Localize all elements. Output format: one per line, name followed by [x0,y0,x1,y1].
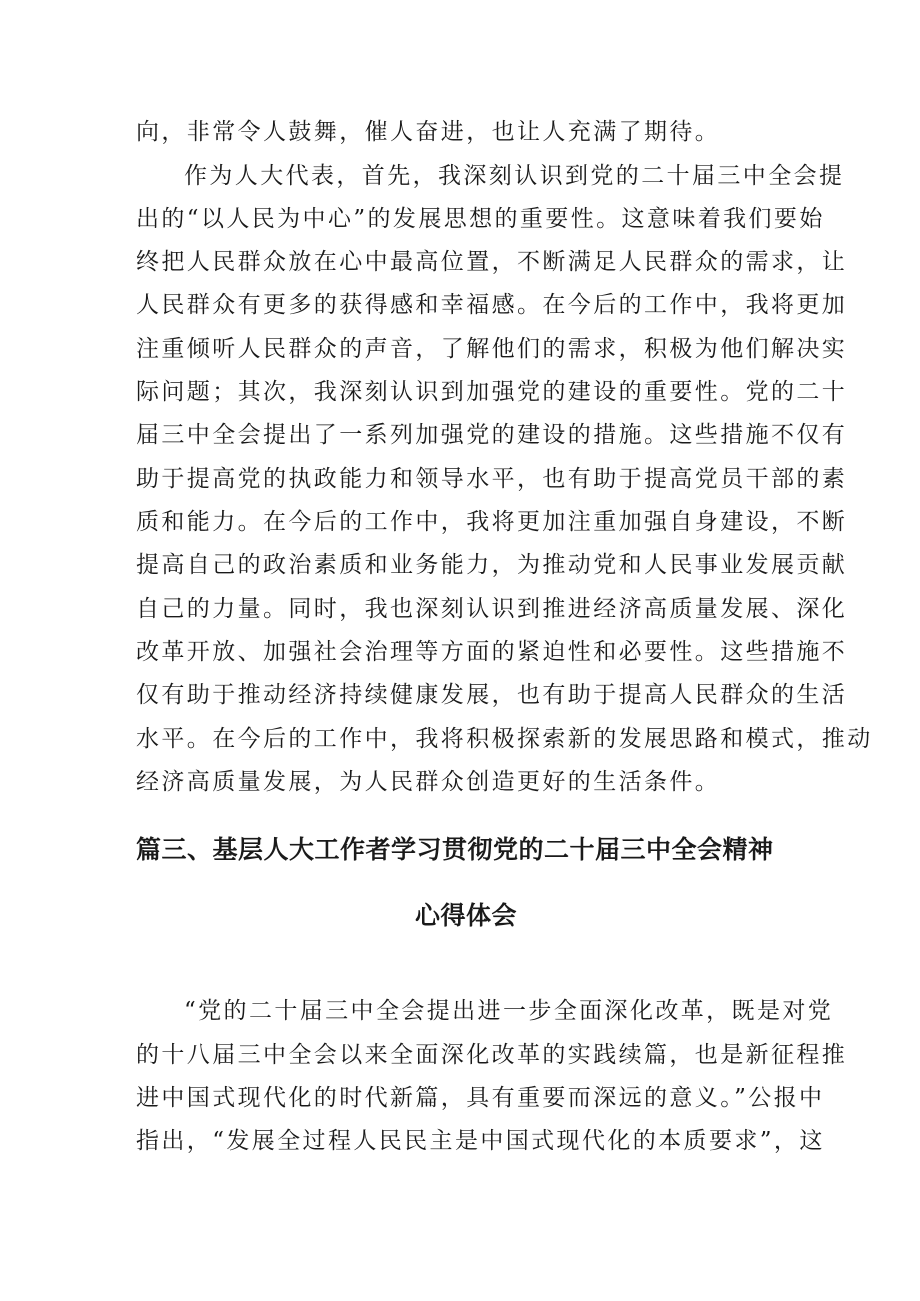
paragraph-2-line-1: 作为人大代表，首先，我深刻认识到党的二十届三中全会提 [184,163,845,189]
paragraph-3-line-1: “党的二十届三中全会提出进一步全面深化改革，既是对党 [184,998,834,1024]
paragraph-3-line-2: 的十八届三中全会以来全面深化改革的实践续篇，也是新征程推 [136,1042,848,1068]
paragraph-3-line-4: 指出，“发展全过程人民民主是中国式现代化的本质要求”，这 [136,1128,825,1154]
paragraph-2-line-11: 自己的力量。同时，我也深刻认识到推进经济高质量发展、深化 [136,596,848,622]
paragraph-3-line-3: 进中国式现代化的时代新篇，具有重要而深远的意义。”公报中 [136,1085,825,1111]
paragraph-2-line-15: 经济高质量发展，为人民群众创造更好的生活条件。 [136,769,721,795]
paragraph-1-line-1: 向，非常令人鼓舞，催人奋进，也让人充满了期待。 [136,119,721,145]
section-heading-line-2: 心得体会 [414,901,517,930]
paragraph-2-line-6: 际问题；其次，我深刻认识到加强党的建设的重要性。党的二十 [136,379,848,405]
paragraph-2-line-4: 人民群众有更多的获得感和幸福感。在今后的工作中，我将更加 [136,292,848,318]
paragraph-2-line-5: 注重倾听人民群众的声音，了解他们的需求，积极为他们解决实 [136,336,848,362]
paragraph-2-line-12: 改革开放、加强社会治理等方面的紧迫性和必要性。这些措施不 [136,639,848,665]
paragraph-2-line-8: 助于提高党的执政能力和领导水平，也有助于提高党员干部的素 [136,466,848,492]
paragraph-2-line-10: 提高自己的政治素质和业务能力，为推动党和人民事业发展贡献 [136,552,848,578]
paragraph-2-line-14: 水平。在今后的工作中，我将积极探索新的发展思路和模式，推动 [136,726,873,752]
section-heading-line-1: 篇三、基层人大工作者学习贯彻党的二十届三中全会精神 [136,835,774,864]
paragraph-2-line-2: 出的“以人民为中心”的发展思想的重要性。这意味着我们要始 [136,206,825,232]
paragraph-2-line-7: 届三中全会提出了一系列加强党的建设的措施。这些措施不仅有 [136,422,848,448]
paragraph-2-line-13: 仅有助于推动经济持续健康发展，也有助于提高人民群众的生活 [136,682,848,708]
paragraph-2-line-3: 终把人民群众放在心中最高位置，不断满足人民群众的需求，让 [136,249,848,275]
paragraph-2-line-9: 质和能力。在今后的工作中，我将更加注重加强自身建设，不断 [136,509,848,535]
